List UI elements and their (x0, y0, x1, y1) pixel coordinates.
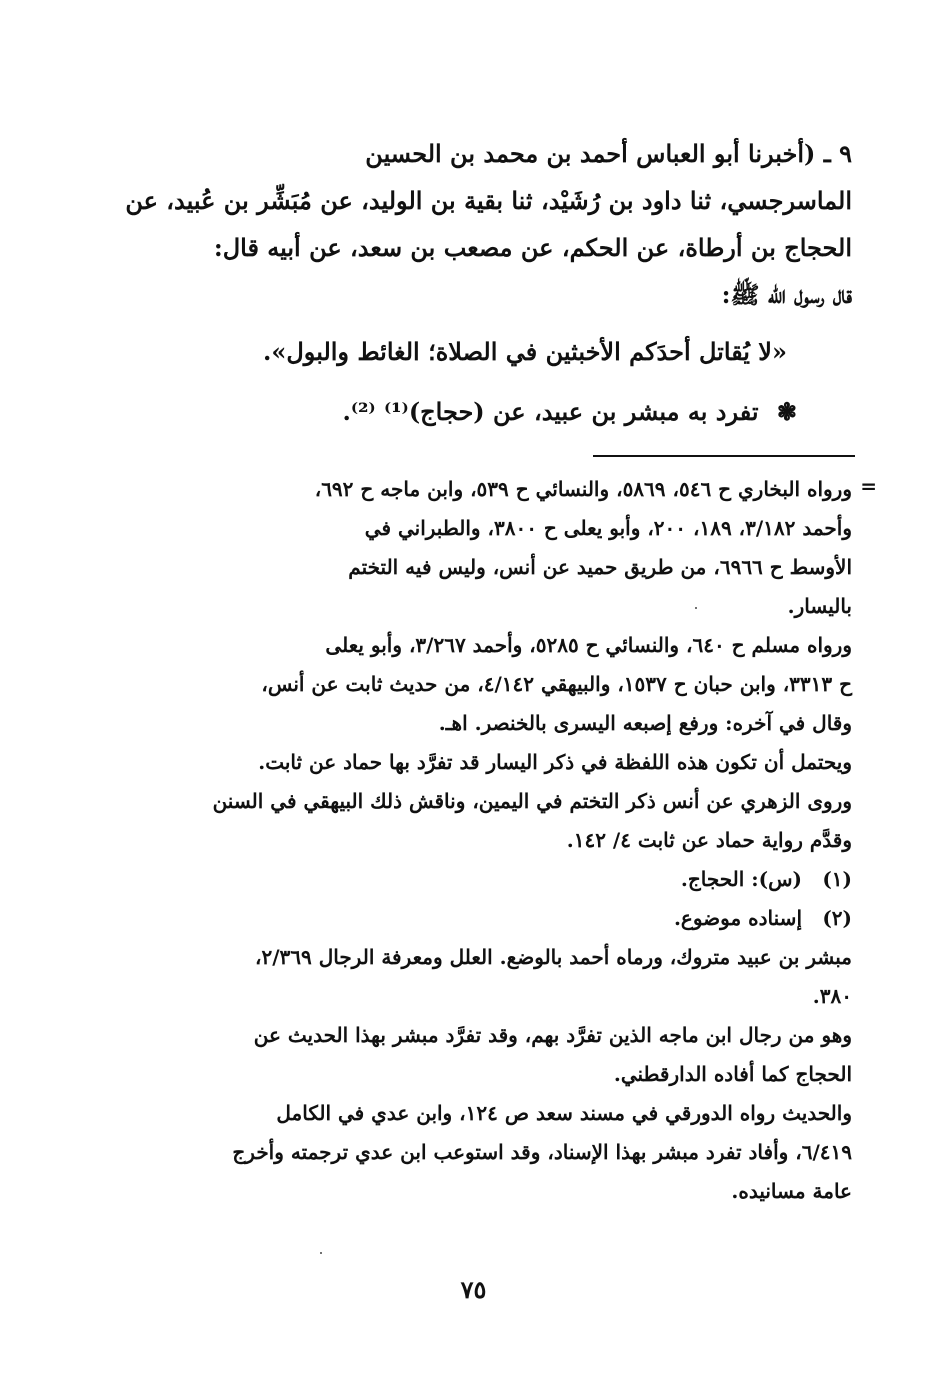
footnote-number: (١) (822, 867, 852, 891)
main-text (118, 130, 852, 318)
main-line: الماسرجسي، ثنا داود بن رُشَيْد، ثنا بقية بن الوليد، عن مُبَشِّر بن عُبيد، عن (125, 186, 852, 215)
footnote-line: وروى الزهري عن أنس ذكر التختم في اليمين، وناقش ذلك البيهقي في السنن (212, 789, 852, 813)
footnote-line: والحديث رواه الدورقي في مسند سعد ص ١٢٤، وابن عدي في الكامل (276, 1101, 852, 1125)
footnote-text: (س): الحجاج. (680, 867, 802, 891)
main-line: ٩ ـ (أخبرنا أبو العباس أحمد بن محمد بن الحسين (365, 139, 852, 168)
footnote-line: الأوسط ح ٦٩٦٦، من طريق حميد عن أنس، وليس فيه التختم (348, 555, 852, 579)
footnote-line: وقال في آخره: ورفع إصبعه اليسرى بالخنصر. اهـ. (438, 711, 852, 735)
continuation-mark: = (860, 474, 877, 498)
footnote-number: (٢) (822, 906, 852, 930)
footnote-text: إسناده موضوع. (673, 906, 802, 930)
footnote-line: ويحتمل أن تكون هذه اللفظة في ذكر اليسار قد تفرَّد بها حماد عن ثابت. (258, 750, 852, 774)
page-number: ٧٥ (460, 1275, 487, 1304)
scan-speck (695, 607, 697, 609)
footnote-2 (130, 899, 852, 938)
footnote-1 (130, 860, 852, 899)
footnote-divider (593, 455, 855, 457)
footnote-line: ٣٨٠. (812, 984, 852, 1008)
footnotes (130, 470, 852, 1211)
footnote-line: وأحمد ٣/١٨٢، ١٨٩، ٢٠٠، وأبو يعلى ح ٣٨٠٠، والطبراني في (364, 516, 852, 540)
note-text: تفرد به مبشر بن عبيد، عن (حجاج)⁽¹⁾ ⁽²⁾. (342, 397, 759, 426)
main-line: الحجاج بن أرطاة، عن الحكم، عن مصعب بن سعد، عن أبيه قال: (213, 233, 852, 262)
scan-speck (320, 1252, 322, 1254)
footnote-line: ٦/٤١٩، وأفاد تفرد مبشر بهذا الإسناد، وقد استوعب ابن عدي ترجمته وأخرج (232, 1140, 852, 1164)
footnote-line: عامة مسانيده. (731, 1179, 852, 1203)
footnote-line: مبشر بن عبيد متروك، ورماه أحمد بالوضع. العلل ومعرفة الرجال ٢/٣٦٩، (254, 945, 852, 969)
hadith-quote: «لا يُقاتل أحدَكم الأخبثين في الصلاة؛ الغائط والبول». (263, 337, 787, 366)
footnote-line: باليسار. (787, 594, 852, 618)
footnote-line: وهو من رجال ابن ماجه الذين تفرَّد بهم، وقد تفرَّد مبشر بهذا الحديث عن (253, 1023, 852, 1047)
narration-note (150, 392, 797, 432)
footnote-line: الحجاج كما أفاده الدارقطني. (613, 1062, 852, 1086)
footnote-line: ح ٣٣١٣، وابن حبان ح ١٥٣٧، والبيهقي ٤/١٤٢، من حديث ثابت عن أنس، (261, 672, 852, 696)
main-line: قال رسول الله ﷺ: (721, 280, 852, 309)
star-icon: ❃ (776, 397, 797, 426)
footnote-line: وقدَّم رواية حماد عن ثابت ٤/ ١٤٢. (566, 828, 852, 852)
footnote-line: ورواه مسلم ح ٦٤٠، والنسائي ح ٥٢٨٥، وأحمد ٣/٢٦٧، وأبو يعلى (325, 633, 852, 657)
footnote-line: ورواه البخاري ح ٥٤٦، ٥٨٦٩، والنسائي ح ٥٣٩، وابن ماجه ح ٦٩٢، (314, 477, 852, 501)
